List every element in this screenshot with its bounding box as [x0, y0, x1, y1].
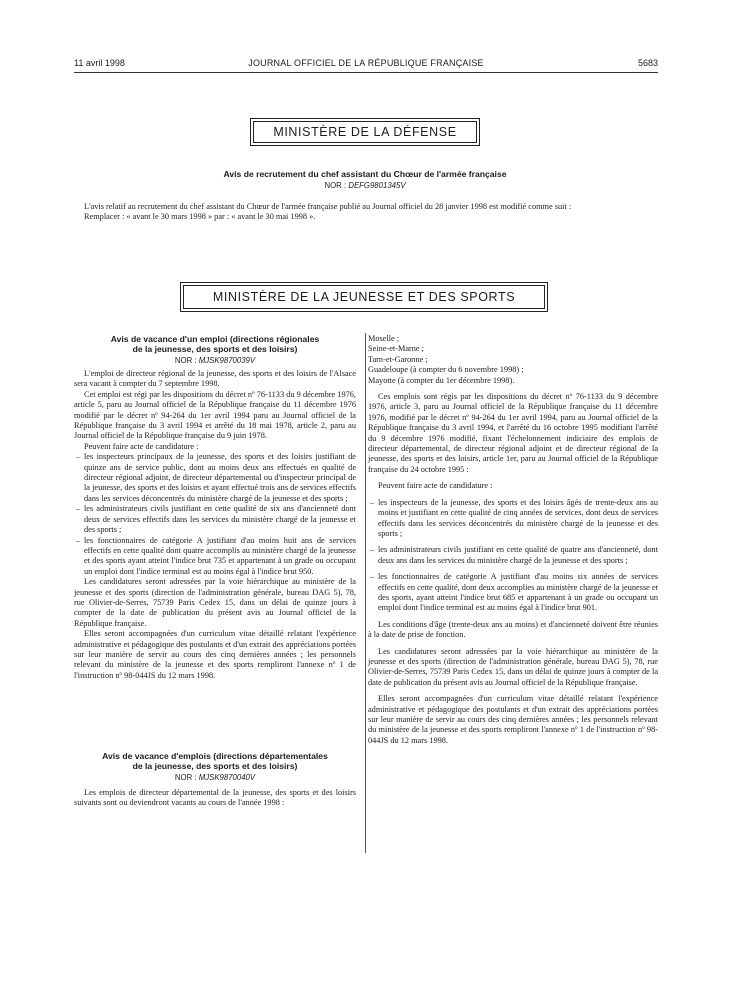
title-line: Avis de vacance d'un emploi (directions régionales [110, 334, 320, 344]
paragraph: Ces emplois sont régis par les dispositions du décret nº 76-1133 du 9 décembre 1976, article 3, paru au Journal officiel de la République française du 11 décembre 1976, modifié par le décret nº 94-264 du 1er avril 1994, paru au Journal officiel de la République française du 3 avril 1994, et l'arrêté du 16 octobre 1995 modifiant l'arrêté du 9 décembre 1976 modifié, fixant l'échelonnement indiciaire des emplois de directeur départemental, de directeur régional adjoint et de directeur régional de la jeunesse, des sports et des loisirs, article 1er, paru au Journal officiel de la République française du 24 octobre 1995 : [368, 392, 658, 474]
paragraph: L'avis relatif au recrutement du chef assistant du Chœur de l'armée française publié au Journal officiel du 28 janvier 1998 est modifié comme suit : [84, 202, 572, 211]
avis2-title [74, 751, 356, 771]
department-item: Seine-et-Marne ; [368, 344, 424, 354]
nor-label: NOR : [174, 773, 197, 782]
paragraph: Les emplois de directeur départemental de la jeunesse, des sports et des loisirs suivants sont ou deviendront vacants au cours de l'année 1998 : [74, 788, 356, 808]
page-number: 5683 [637, 58, 658, 68]
header-rule [74, 72, 658, 73]
paragraph: Elles seront accompagnées d'un curriculum vitae détaillé relatant l'expérience administrative et pédagogique des postulants et d'un extrait des appréciations portées sur leur manière de servir au cours des cinq dernières années ; les personnels relevant du ministère de la jeunesse et des sports rempliront l'annexe nº 1 de l'instruction nº 98-044JS du 12 mars 1998. [368, 694, 658, 745]
paragraph: L'emploi de directeur régional de la jeunesse, des sports et des loisirs de l'Alsace sera vacant à compter du 7 septembre 1998. [74, 369, 356, 389]
ministry-jeunesse-heading: MINISTÈRE DE LA JEUNESSE ET DES SPORTS [183, 285, 545, 309]
defense-notice-title: Avis de recrutement du chef assistant du Chœur de l'armée française [223, 169, 507, 179]
paragraph: Peuvent faire acte de candidature : [84, 441, 199, 451]
list-item: – les fonctionnaires de catégorie A justifiant d'au moins huit ans de services effectifs en cette qualité dont quatre accomplis au ministère chargé de la jeunesse et des sports ayant atteint l'indice brut 735 et appartenant à un grade ou occupant un emploi dont l'indice terminal est au moins égal à l'indice brut 950. [74, 536, 356, 578]
title-line: de la jeunesse, des sports et des loisirs) [132, 761, 298, 771]
nor-code: DEFG9801345V [348, 181, 406, 190]
paragraph: Peuvent faire acte de candidature : [378, 481, 493, 491]
defense-notice-body [74, 202, 658, 223]
list-item: – les inspecteurs de la jeunesse, des sports et des loisirs âgés de trente-deux ans au moins et justifiant en cette qualité de cinq années de services, dont deux de services effectifs dans les services déconcentrés du ministère chargé de la jeunesse et des sports ; [368, 498, 658, 540]
nor-code: MJSK9870039V [198, 356, 256, 365]
column-rule [365, 333, 366, 853]
paragraph: Les candidatures seront adressées par la voie hiérarchique au ministère de la jeunesse et des sports (direction de l'administration générale, bureau DAG 5), 78, rue Olivier-de-Serres, 75739 Paris Cedex 15, dans un délai de quinze jours à compter de la date de publication du présent avis au Journal officiel de la République française. [368, 646, 658, 687]
list-item: – les administrateurs civils justifiant en cette qualité de six ans d'ancienneté dont deux de services effectifs dans les services du ministère chargé de la jeunesse et des sports ; [74, 504, 356, 535]
paragraph: Remplacer : « avant le 30 mars 1998 » par : « avant le 30 mai 1998 ». [84, 212, 316, 222]
paragraph: Les candidatures seront adressées par la voie hiérarchique au ministère de la jeunesse et des sports (direction de l'administration générale, bureau DAG 5), 78, rue Olivier-de-Serres, 75739 Paris Cedex 15, dans un délai de quinze jours à compter de la date de publication du présent avis au Journal officiel de la République française. [74, 577, 356, 628]
avis1-body [74, 369, 356, 681]
paragraph: Les conditions d'âge (trente-deux ans au moins) et d'ancienneté doivent être réunies à la date de prise de fonction. [368, 619, 658, 640]
journal-title: JOURNAL OFFICIEL DE LA RÉPUBLIQUE FRANÇAISE [248, 58, 484, 68]
list-item: – les inspecteurs principaux de la jeunesse, des sports et des loisirs justifiant de quinze ans de service public, dont au moins deux ans effectués en qualité de directeur régional adjoint, de directeur départemental ou d'inspecteur principal de la jeunesse, des sports et des loisirs et ayant effectué trois ans de services effectifs dans les services déconcentrés du ministère chargé de la jeunesse et des sports ; [74, 452, 356, 504]
paragraph: Elles seront accompagnées d'un curriculum vitae détaillé relatant l'expérience administrative et pédagogique des postulants et d'un extrait des appréciations portées sur leur manière de servir au cours des cinq dernières années ; les personnels relevant du ministère de la jeunesse et des sports rempliront l'annexe nº 1 de l'instruction nº 98-044JS du 12 mars 1998. [74, 629, 356, 680]
avis2-intro [74, 788, 356, 809]
department-item: Mayotte (à compter du 1er décembre 1998). [368, 375, 515, 385]
paragraph: Cet emploi est régi par les dispositions du décret nº 76-1133 du 9 décembre 1976, article 5, paru au Journal officiel de la République française du 11 décembre 1976 modifié par le décret nº 94-264 du 1er avril 1994 paru au Journal officiel de la République française du 3 avril 1994 et arrêté du 18 mai 1978, article 2, paru au Journal officiel de la République française du 9 juin 1978. [74, 389, 356, 441]
list-item: – les administrateurs civils justifiant en cette qualité de quatre ans d'ancienneté, dont deux ans dans les services du ministère chargé de la jeunesse et des sports ; [368, 545, 658, 566]
issue-date: 11 avril 1998 [74, 58, 125, 68]
avis2-body [368, 334, 658, 746]
avis2-nor [74, 773, 356, 782]
nor-label: NOR : [174, 356, 197, 365]
department-item: Moselle ; [368, 334, 400, 343]
nor-label: NOR : [324, 181, 347, 190]
avis1-nor [74, 356, 356, 365]
department-item: Tarn-et-Garonne ; [368, 354, 428, 364]
title-line: Avis de vacance d'emplois (directions départementales [102, 751, 328, 761]
avis1-title [74, 334, 356, 354]
defense-nor [265, 181, 465, 190]
title-line: de la jeunesse, des sports et des loisirs) [132, 344, 298, 354]
nor-code: MJSK9870040V [198, 773, 256, 782]
list-item: – les fonctionnaires de catégorie A justifiant d'au moins six années de services effectifs en cette qualité, dont deux accomplies au ministère chargé de la jeunesse et des sports, ayant atteint l'indice brut 685 et appartenant à un grade ou occupant un emploi dont l'indice terminal est au moins égal à l'indice brut 901. [368, 572, 658, 614]
ministry-defense-heading: MINISTÈRE DE LA DÉFENSE [253, 121, 477, 143]
department-item: Guadeloupe (à compter du 6 novembre 1998) ; [368, 365, 524, 375]
